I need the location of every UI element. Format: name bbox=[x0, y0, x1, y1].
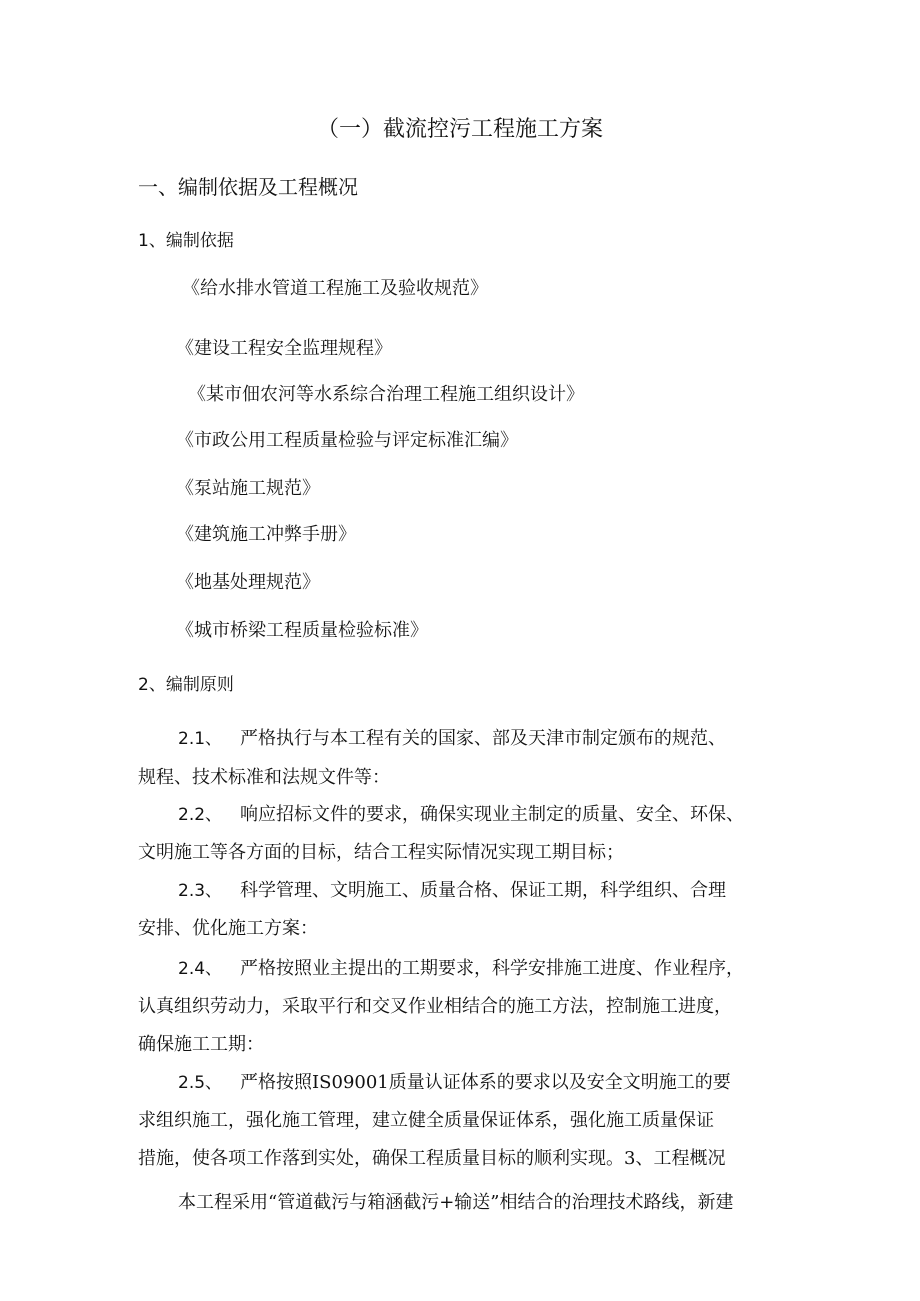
reference-item: 《给水排水管道工程施工及验收规范》 bbox=[182, 278, 488, 299]
subsection-heading-principles: 2、编制原则 bbox=[138, 675, 234, 695]
principle-line: 确保施工工期： bbox=[138, 1034, 264, 1055]
principle-number: 2.5、 bbox=[178, 1073, 223, 1093]
principle-line bbox=[178, 1070, 731, 1096]
principle-line bbox=[178, 956, 744, 982]
principle-number: 2.3、 bbox=[178, 881, 223, 901]
principle-text: 科学管理、文明施工、质量合格、保证工期，科学组织、合理 bbox=[240, 880, 727, 901]
principle-text: 响应招标文件的要求，确保实现业主制定的质量、安全、环保、 bbox=[240, 804, 745, 825]
reference-item: 《地基处理规范》 bbox=[176, 572, 320, 593]
principle-number: 2.4、 bbox=[178, 959, 223, 979]
principle-line: 认真组织劳动力，采取平行和交叉作业相结合的施工方法，控制施工进度， bbox=[138, 996, 732, 1017]
principle-line: 规程、技术标准和法规文件等： bbox=[138, 767, 390, 788]
principle-text: 严格按照IS09001质量认证体系的要求以及安全文明施工的要 bbox=[240, 1072, 731, 1093]
principle-text: 严格按照业主提出的工期要求，科学安排施工进度、作业程序， bbox=[240, 958, 745, 979]
reference-item: 《泵站施工规范》 bbox=[176, 478, 320, 499]
principle-line: 措施，使各项工作落到实处，确保工程质量目标的顺利实现。3、工程概况 bbox=[138, 1148, 726, 1169]
principle-line: 文明施工等各方面的目标，结合工程实际情况实现工期目标； bbox=[138, 842, 624, 863]
principle-number: 2.1、 bbox=[178, 729, 223, 749]
principle-line: 安排、优化施工方案： bbox=[138, 918, 318, 939]
principle-line bbox=[178, 878, 726, 904]
subsection-heading-basis: 1、编制依据 bbox=[138, 231, 234, 251]
reference-item: 《某市佃农河等水系综合治理工程施工组织设计》 bbox=[188, 384, 584, 405]
principle-text: 严格执行与本工程有关的国家、部及天津市制定颁布的规范、 bbox=[240, 728, 727, 749]
reference-item: 《建筑施工冲弊手册》 bbox=[176, 524, 356, 545]
reference-item: 《建设工程安全监理规程》 bbox=[176, 338, 392, 359]
principle-number: 2.2、 bbox=[178, 805, 223, 825]
principle-line bbox=[178, 802, 744, 828]
reference-item: 《城市桥梁工程质量检验标准》 bbox=[176, 620, 428, 641]
principle-line bbox=[178, 726, 726, 752]
overview-line: 本工程采用“管道截污与箱涵截污+输送”相结合的治理技术路线，新建 bbox=[178, 1192, 734, 1213]
section-heading-1: 一、编制依据及工程概况 bbox=[138, 175, 358, 199]
principle-line: 求组织施工，强化施工管理，建立健全质量保证体系，强化施工质量保证 bbox=[138, 1110, 714, 1131]
document-title: （一）截流控污工程施工方案 bbox=[316, 117, 603, 142]
reference-item: 《市政公用工程质量检验与评定标准汇编》 bbox=[176, 430, 518, 451]
